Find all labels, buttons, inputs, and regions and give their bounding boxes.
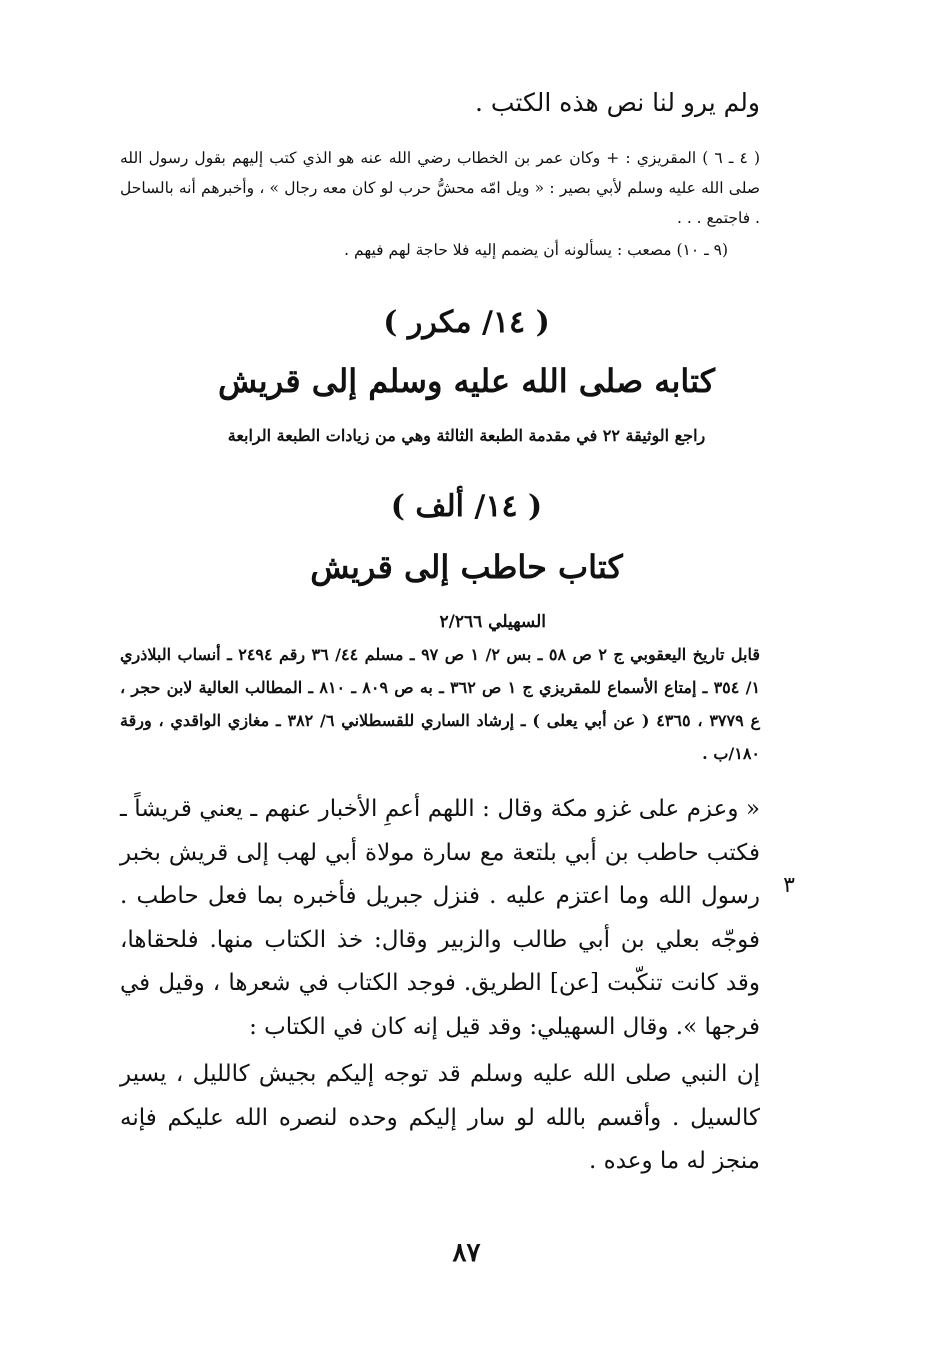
footnote-4-6: ( ٤ ـ ٦ ) المقريزي : + وكان عمر بن الخطاب رضي الله عنه هو الذي كتب إليهم بقول رسول الله صلى الله عليه وسلم لأبي بصير : « ويل امّه محشُّ حرب لو كان معه رجال » ، وأخبرهم أنه بالساحل . فاجتمع . . .	[120, 149, 760, 227]
page-number: ٨٧	[452, 1238, 481, 1268]
section-note: راجع الوثيقة ٢٢ في مقدمة الطبعة الثالثة وهي من زيادات الطبعة الرابعة	[227, 426, 706, 445]
section-number-14-repeated: ( ١٤/ مكرر )	[383, 305, 550, 340]
body-paragraph-2: إن النبي صلى الله عليه وسلم قد توجه إليكم بجيش كالليل ، يسير كالسيل . وأقسم بالله لو سار إليكم وحده لنصره الله عليكم فإنه منجز له ما وعده .	[120, 1061, 760, 1174]
section-title-letter-to-quraysh: كتابه صلى الله عليه وسلم إلى قريش	[218, 362, 715, 400]
source-citation: السهيلي ٢/٢٦٦	[439, 612, 546, 632]
section-title-hatib-letter: كتاب حاطب إلى قريش	[310, 548, 623, 586]
references-list: قابل تاريخ اليعقوبي ج ٢ ص ٥٨ ـ بس ٢/ ١ ص ٩٧ ـ مسلم ٤٤/ ٣٦ رقم ٢٤٩٤ ـ أنساب البلاذري ١/ ٣٥٤ ـ إمتاع الأسماع للمقريزي ج ١ ص ٣٦٢ ـ به ص ٨٠٩ ـ ٨١٠ ـ المطالب العالية لابن حجر ، ع ٣٧٧٩ ، ٤٣٦٥ ( عن أبي يعلى ) ـ إرشاد الساري للقسطلاني ٦/ ٣٨٢ ـ مغازي الواقدي ، ورقة ١٨٠/ب .	[120, 645, 761, 763]
main-text	[120, 788, 760, 1184]
section-number-14-alif: ( ١٤/ ألف )	[390, 489, 543, 524]
top-line: ولم يرو لنا نص هذه الكتب .	[474, 88, 760, 117]
line-number-marker: ٣	[783, 873, 795, 898]
footnote-9-10: (٩ ـ ١٠) مصعب : يسألونه أن يضمم إليه فلا حاجة لهم فيهم .	[344, 241, 728, 259]
body-paragraph-1: « وعزم على غزو مكة وقال : اللهم أعمِ الأخبار عنهم ـ يعني قريشاً ـ فكتب حاطب بن أبي بلتعة مع سارة مولاة أبي لهب إلى قريش بخبر رسول الله وما اعتزم عليه . فنزل جبريل فأخبره بما فعل حاطب . فوجّه بعلي بن أبي طالب والزبير وقال: خذ الكتاب منها. فلحقاها، وقد كانت تنكّبت [عن] الطريق. فوجد الكتاب في شعرها ، وقيل في فرجها ». وقال السهيلي: وقد قيل إنه كان في الكتاب :	[120, 796, 760, 1040]
